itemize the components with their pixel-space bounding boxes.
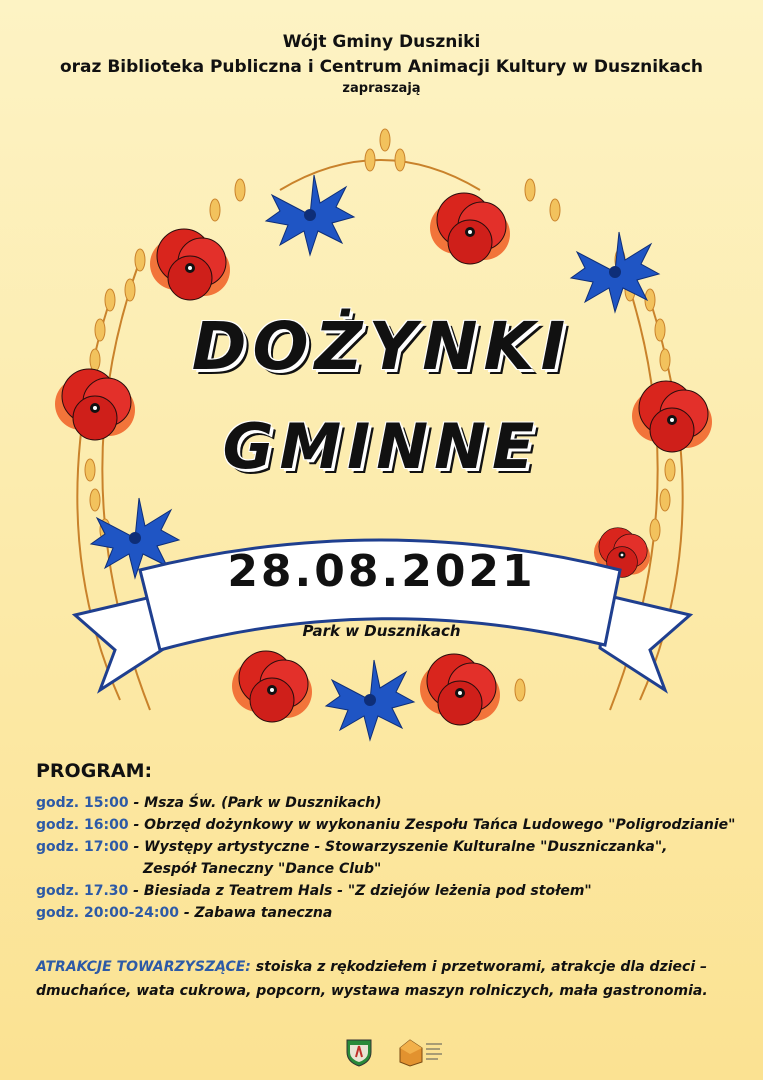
program-text: - Występy artystyczne - Stowarzyszenie Kulturalne "Duszniczanka", <box>128 839 668 855</box>
program-time: godz. 20:00-24:00 <box>36 905 179 921</box>
attractions-section <box>36 955 736 1003</box>
program-heading: PROGRAM: <box>36 760 153 782</box>
cornflower-flower <box>266 175 354 255</box>
event-date: 28.08.2021 <box>227 546 536 597</box>
attractions-text-1: stoiska z rękodziełem i przetworami, atrakcje dla dzieci – <box>250 959 707 975</box>
program-time: godz. 15:00 <box>36 795 129 811</box>
program-text: - Biesiada z Teatrem Hals - "Z dziejów leżenia pod stołem" <box>128 883 592 899</box>
poppy-flower <box>232 651 312 722</box>
attractions-label: ATRAKCJE TOWARZYSZĄCE: <box>36 959 251 975</box>
attractions-line-1 <box>36 955 736 979</box>
organizer-line-1: Wójt Gminy Duszniki <box>282 32 481 52</box>
poppy-flower <box>420 654 500 725</box>
program-item <box>36 836 756 858</box>
program-item <box>36 880 756 902</box>
event-place: Park w Dusznikach <box>302 622 461 640</box>
library-logo <box>396 1036 444 1068</box>
program-text: - Msza Św. (Park w Dusznikach) <box>128 795 382 811</box>
event-title-line-1: DOŻYNKI <box>191 308 572 385</box>
program-text: - Zabawa taneczna <box>178 905 333 921</box>
poppy-flower <box>150 229 230 300</box>
attractions-line-2: dmuchańce, wata cukrowa, popcorn, wystawa maszyn rolniczych, mała gastronomia. <box>36 983 708 999</box>
invite-line: zapraszają <box>342 81 421 96</box>
program-item-continuation: Zespół Taneczny "Dance Club" <box>143 861 382 877</box>
program-item <box>36 792 756 814</box>
poppy-flower <box>430 193 510 264</box>
program-time: godz. 17.30 <box>36 883 129 899</box>
program-section <box>36 760 756 924</box>
header <box>0 30 763 98</box>
program-text: - Obrzęd dożynkowy w wykonaniu Zespołu Tańca Ludowego "Poligrodzianie" <box>128 817 736 833</box>
coat-of-arms-logo <box>344 1037 374 1067</box>
organizer-line-2: oraz Biblioteka Publiczna i Centrum Animacji Kultury w Dusznikach <box>59 57 703 77</box>
program-item <box>36 814 756 836</box>
event-title-line-2: GMINNE <box>222 410 541 483</box>
cornflower-flower <box>326 660 414 740</box>
program-time: godz. 16:00 <box>36 817 129 833</box>
program-item <box>36 902 756 924</box>
program-time: godz. 17:00 <box>36 839 129 855</box>
